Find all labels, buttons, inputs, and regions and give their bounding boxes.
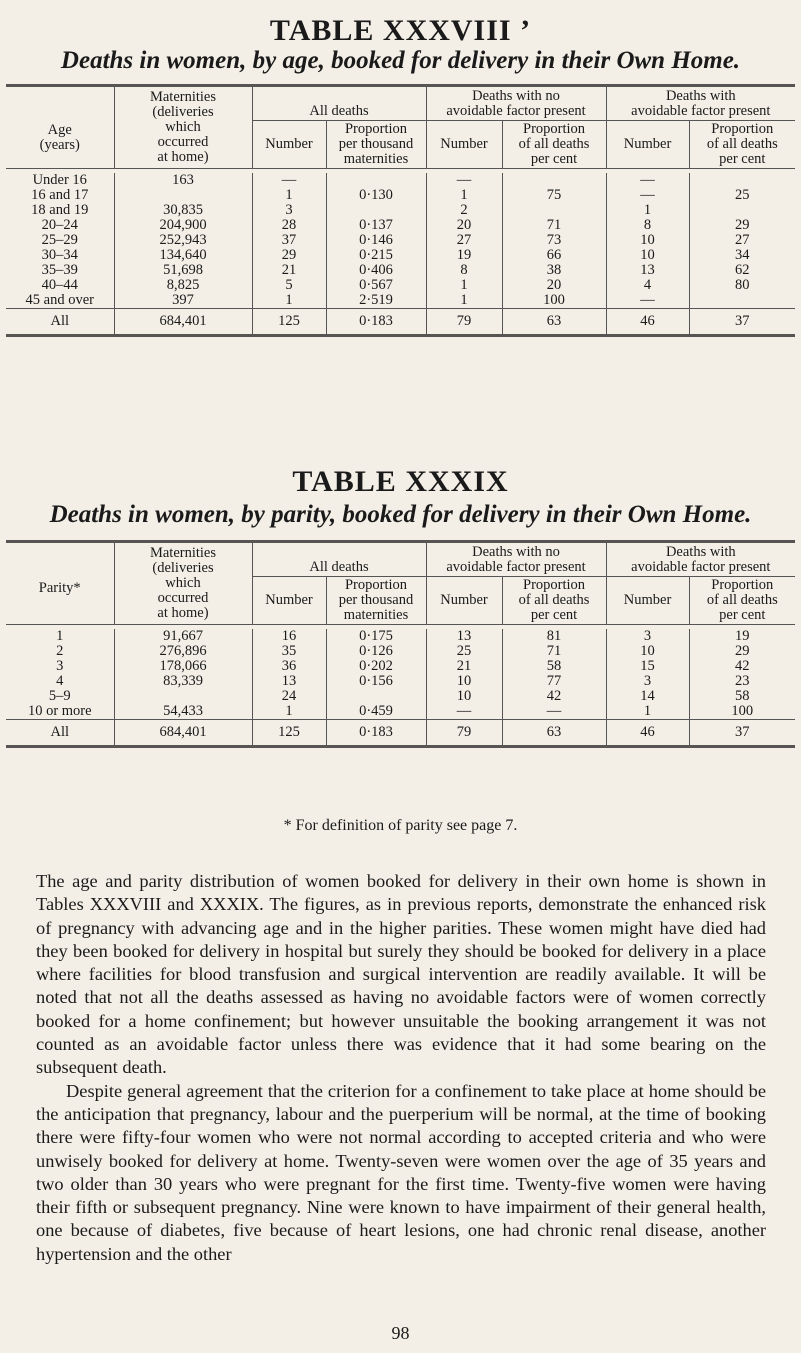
cell-number: — [252,173,326,188]
cell-number-noavoid: 19 [426,248,502,263]
mat-h-line4: occurred [157,590,209,606]
cell-number-avoid: 10 [606,644,689,659]
row-label: 30–34 [41,247,78,263]
cell-number-avoid: — [606,173,689,188]
bottom-rule [6,745,795,748]
table-row [6,704,795,720]
cell-proportion: 2·519 [326,293,426,309]
table-row [6,263,795,278]
body-text [36,870,766,1266]
table-row [6,203,795,218]
prop-percent-header-2 [689,121,795,169]
pp2-line3: per cent [719,607,766,623]
cell-percent-noavoid: 73 [502,233,606,248]
top-rule [6,540,795,543]
avoid-line2: avoidable factor present [631,102,771,119]
cell-maternities: 83,339 [114,674,252,689]
total-number-avoid: 46 [606,720,689,746]
cell-number: 1 [252,704,326,720]
pp1-line2: of all deaths [518,592,590,608]
number-header-2: Number [426,577,502,625]
total-row [6,720,795,746]
cell-number-noavoid: 25 [426,644,502,659]
cell-percent-avoid: 29 [689,218,795,233]
pt-line1: Proportion [344,121,408,137]
total-number: 125 [252,309,326,335]
cell-maternities: 252,943 [114,233,252,248]
cell-maternities: 8,825 [114,278,252,293]
total-proportion: 0·183 [326,720,426,746]
cell-number-avoid: 1 [606,203,689,218]
no-avoid-line1: Deaths with no [472,87,560,104]
pp1-line2: of all deaths [518,136,590,152]
cell-number-noavoid: 1 [426,293,502,309]
total-number-noavoid: 79 [426,309,502,335]
page-number: 98 [391,1323,410,1343]
cell-percent-avoid: 42 [689,659,795,674]
cell-number: 1 [252,293,326,309]
pp1-line1: Proportion [523,121,586,137]
cell-percent-noavoid: 71 [502,218,606,233]
total-percent-avoid: 37 [689,720,795,746]
parity-header [6,543,114,625]
cell-proportion: 0·156 [326,674,426,689]
mat-h-line1: Maternities [149,545,217,561]
mat-h-line4: occurred [157,134,209,150]
mat-h-line3: which [165,575,201,591]
total-label: All [50,313,70,329]
row-label: 10 or more [27,703,92,719]
pp1-line3: per cent [530,151,578,167]
mat-h-line1: Maternities [149,89,217,105]
number-header-3: Number [606,577,689,625]
row-label: 18 and 19 [31,202,89,218]
cell-percent-avoid: 29 [689,644,795,659]
cell-proportion: 0·175 [326,629,426,644]
age-header-line2: (years) [39,137,80,153]
cell-number: 35 [252,644,326,659]
row-label: 35–39 [41,262,78,278]
table-row [6,659,795,674]
parity-footnote: * For definition of parity see page 7. [283,817,518,834]
cell-number-avoid: 3 [606,674,689,689]
no-avoidable-header [426,543,606,577]
cell-proportion: 0·215 [326,248,426,263]
cell-percent-noavoid: 77 [502,674,606,689]
cell-percent-avoid: 100 [689,704,795,720]
cell-number-avoid: 10 [606,233,689,248]
pt-line3: maternities [343,607,409,623]
cell-number-noavoid: 1 [426,278,502,293]
all-deaths-label: All deaths [309,559,369,575]
table-39-subheading: Deaths in women, by parity, booked for delivery in their Own Home. [49,501,752,528]
cell-percent-avoid: 34 [689,248,795,263]
prop-percent-header-1 [502,121,606,169]
cell-percent-noavoid: 81 [502,629,606,644]
total-percent-noavoid: 63 [502,720,606,746]
row-label: 40–44 [41,277,78,293]
cell-number: 1 [252,188,326,203]
row-label: 45 and over [25,292,94,308]
table-row [6,248,795,263]
cell-number: 28 [252,218,326,233]
table-row [6,278,795,293]
mat-h-line2: (deliveries [152,104,214,120]
cell-percent-noavoid: 100 [502,293,606,309]
table-38 [6,84,795,337]
total-row [6,309,795,335]
table-row [6,173,795,188]
cell-percent-noavoid: 66 [502,248,606,263]
cell-number-avoid: 10 [606,248,689,263]
cell-number: 24 [252,689,326,704]
cell-proportion: 0·137 [326,218,426,233]
cell-percent-avoid [689,293,795,309]
table-38-heading: TABLE XXXVIII ’ [269,14,532,47]
cell-proportion [326,173,426,188]
cell-maternities: 204,900 [114,218,252,233]
cell-percent-noavoid: — [502,704,606,720]
pt-line1: Proportion [344,577,408,593]
cell-proportion: 0·146 [326,233,426,248]
row-label: Under 16 [32,172,87,188]
cell-number-noavoid: 10 [426,689,502,704]
pp2-line2: of all deaths [706,136,778,152]
row-label: 4 [56,673,64,689]
no-avoidable-header [426,87,606,121]
total-percent-avoid: 37 [689,309,795,335]
row-label: 25–29 [41,232,78,248]
table-39-heading: TABLE XXXIX [292,465,509,498]
cell-percent-noavoid: 20 [502,278,606,293]
age-header-line1: Age [47,122,72,138]
avoidable-header [606,87,795,121]
all-deaths-header [252,87,426,121]
cell-percent-avoid: 62 [689,263,795,278]
paragraph: The age and parity distribution of women booked for delivery in their own home is shown in Tables XXXVIII and XXXIX. The figures, as in previous reports, demonstrate the enhanced risk of pregnancy with advancing age and in the higher parities. These women might have died had they been booked for delivery in hospital but surely they should be booked for delivery in a place where facilities for blood transfusion and surgical intervention are readily available. It will be noted that not all the deaths assessed as having no avoidable factors were of women correctly booked for a home confinement; but however unsuitable the booking arrangement it was not counted as an avoidable factor unless there was evidence that it had some bearing on the subsequent death. [36,871,766,1078]
total-proportion: 0·183 [326,309,426,335]
row-label: 16 and 17 [31,187,89,203]
row-label: 20–24 [41,217,78,233]
prop-percent-header-2 [689,577,795,625]
cell-number-noavoid: — [426,173,502,188]
cell-number-noavoid: 2 [426,203,502,218]
pp2-line1: Proportion [711,577,774,593]
cell-percent-avoid [689,173,795,188]
cell-percent-noavoid [502,173,606,188]
pp2-line2: of all deaths [706,592,778,608]
cell-number-noavoid: 27 [426,233,502,248]
age-header [6,87,114,169]
pp1-line1: Proportion [523,577,586,593]
row-label: 1 [56,628,64,644]
number-header-3: Number [606,121,689,169]
cell-maternities: 178,066 [114,659,252,674]
no-avoid-line1: Deaths with no [472,543,560,560]
table-row [6,293,795,309]
pt-line2: per thousand [338,592,414,608]
cell-proportion: 0·202 [326,659,426,674]
total-number-avoid: 46 [606,309,689,335]
cell-number-avoid: 15 [606,659,689,674]
cell-maternities: 276,896 [114,644,252,659]
total-number-noavoid: 79 [426,720,502,746]
table-38-subheading: Deaths in women, by age, booked for delivery in their Own Home. [60,47,741,74]
cell-proportion: 0·130 [326,188,426,203]
avoid-line1: Deaths with [665,87,736,104]
cell-number: 21 [252,263,326,278]
total-maternities: 684,401 [114,720,252,746]
cell-number-avoid: 4 [606,278,689,293]
table-row [6,629,795,644]
cell-number-noavoid: 20 [426,218,502,233]
table-39 [6,540,795,748]
pp2-line3: per cent [719,151,766,167]
table-row [6,233,795,248]
cell-proportion [326,203,426,218]
paragraph: Despite general agreement that the criterion for a confinement to take place at home should be the anticipation that pregnancy, labour and the puerperium will be normal, at the time of booking there were fifty-four women who were not normal according to accepted criteria and who were unwisely booked for delivery at home. Twenty-seven were women over the age of 35 years and two older than 30 years who were pregnant for the first time. Twenty-five women were having their fifth or subsequent pregnancy. Nine were known to have impairment of their general health, one because of diabetes, five because of heart lesions, one had chronic renal disease, another hypertension and the other [36,1080,766,1264]
cell-percent-noavoid: 71 [502,644,606,659]
cell-number: 5 [252,278,326,293]
mat-h-line5: at home) [157,149,209,165]
total-maternities: 684,401 [114,309,252,335]
cell-percent-avoid: 25 [689,188,795,203]
number-header-1: Number [252,577,326,625]
cell-proportion [326,689,426,704]
cell-proportion: 0·126 [326,644,426,659]
cell-number-noavoid: 10 [426,674,502,689]
cell-maternities: 397 [114,293,252,309]
maternities-header [114,543,252,625]
cell-percent-avoid: 80 [689,278,795,293]
number-header-1: Number [252,121,326,169]
table-38-grid [6,87,795,334]
pp1-line3: per cent [530,607,578,623]
row-label: 2 [56,643,64,659]
cell-percent-avoid: 19 [689,629,795,644]
row-label: 3 [56,658,64,674]
total-number: 125 [252,720,326,746]
no-avoid-line2: avoidable factor present [446,102,586,119]
avoid-line1: Deaths with [665,543,736,560]
cell-number-noavoid: — [426,704,502,720]
row-label: 5–9 [48,688,71,704]
cell-number-noavoid: 13 [426,629,502,644]
table-row [6,188,795,203]
cell-maternities: 163 [114,173,252,188]
pt-line2: per thousand [338,136,414,152]
cell-percent-noavoid: 58 [502,659,606,674]
cell-number-noavoid: 1 [426,188,502,203]
cell-percent-avoid: 58 [689,689,795,704]
cell-number-avoid: 1 [606,704,689,720]
cell-percent-avoid: 23 [689,674,795,689]
cell-number-avoid: 8 [606,218,689,233]
cell-number-noavoid: 8 [426,263,502,278]
cell-number-avoid: — [606,293,689,309]
no-avoid-line2: avoidable factor present [446,558,586,575]
cell-percent-noavoid [502,203,606,218]
mat-h-line3: which [165,119,201,135]
cell-number: 29 [252,248,326,263]
avoid-line2: avoidable factor present [631,558,771,575]
prop-percent-header-1 [502,577,606,625]
cell-proportion: 0·567 [326,278,426,293]
table-row [6,644,795,659]
cell-maternities: 91,667 [114,629,252,644]
cell-number-noavoid: 21 [426,659,502,674]
cell-percent-noavoid: 75 [502,188,606,203]
table-row [6,674,795,689]
cell-percent-avoid [689,203,795,218]
top-rule [6,84,795,87]
cell-number-avoid: — [606,188,689,203]
cell-maternities: 54,433 [114,704,252,720]
total-label: All [50,724,70,740]
cell-number: 13 [252,674,326,689]
cell-number: 37 [252,233,326,248]
cell-number-avoid: 13 [606,263,689,278]
total-percent-noavoid: 63 [502,309,606,335]
number-header-2: Number [426,121,502,169]
cell-maternities [114,689,252,704]
cell-percent-avoid: 27 [689,233,795,248]
bottom-rule [6,334,795,337]
avoidable-header [606,543,795,577]
cell-percent-noavoid: 42 [502,689,606,704]
cell-maternities: 30,835 [114,203,252,218]
table-row [6,218,795,233]
cell-proportion: 0·459 [326,704,426,720]
cell-number-avoid: 3 [606,629,689,644]
maternities-header [114,87,252,169]
cell-number: 16 [252,629,326,644]
mat-h-line2: (deliveries [152,560,214,576]
prop-thousand-header [326,577,426,625]
all-deaths-header [252,543,426,577]
cell-maternities: 134,640 [114,248,252,263]
cell-maternities: 51,698 [114,263,252,278]
cell-maternities [114,188,252,203]
cell-number: 3 [252,203,326,218]
cell-number: 36 [252,659,326,674]
table-row [6,689,795,704]
cell-percent-noavoid: 38 [502,263,606,278]
mat-h-line5: at home) [157,605,209,621]
all-deaths-label: All deaths [309,103,369,119]
pt-line3: maternities [343,151,409,167]
prop-thousand-header [326,121,426,169]
table-39-grid [6,543,795,745]
pp2-line1: Proportion [711,121,774,137]
cell-number-avoid: 14 [606,689,689,704]
cell-proportion: 0·406 [326,263,426,278]
parity-header-label: Parity* [38,579,81,596]
